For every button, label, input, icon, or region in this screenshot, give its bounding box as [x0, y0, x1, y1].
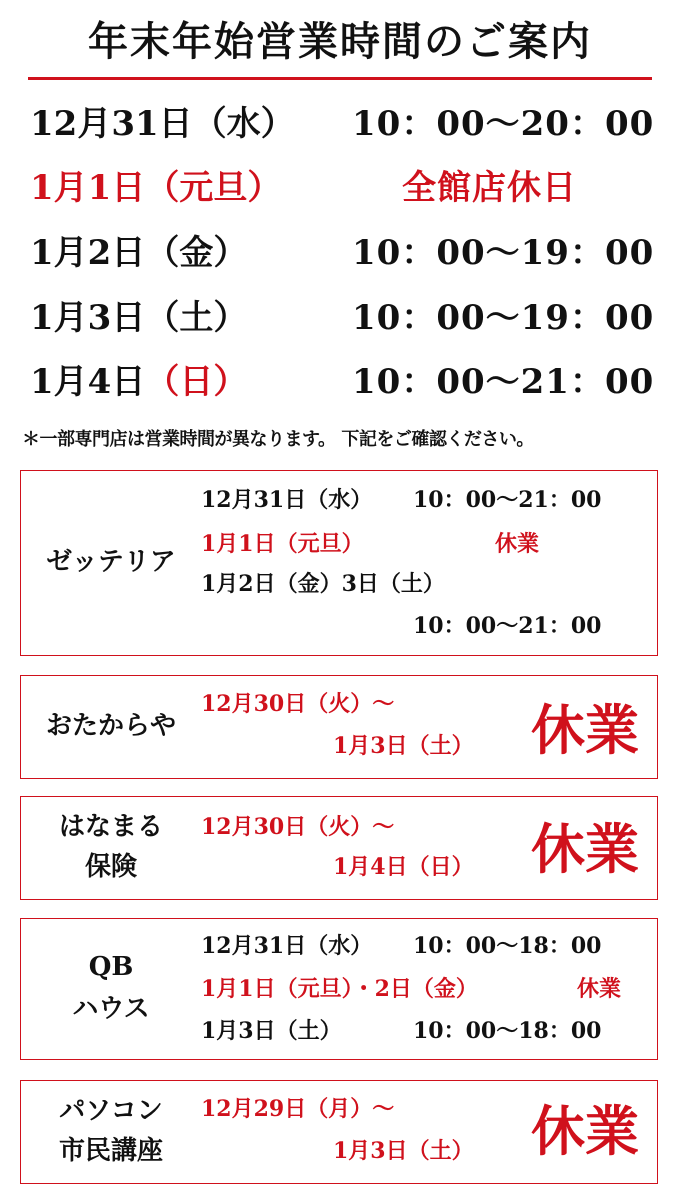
store-date: 1月3日（土）	[201, 1018, 342, 1044]
store-name: 保険	[84, 852, 137, 882]
store-status: 休業	[577, 976, 622, 1002]
schedule-hours: 10：00〜19：00	[352, 298, 655, 338]
schedule-hours: 10：00〜20：00	[352, 104, 655, 144]
store-box-hanamaru	[20, 796, 658, 900]
schedule-date	[30, 354, 247, 410]
store-hours: 10：00〜18：00	[413, 933, 602, 959]
closed-label: 休業	[531, 1099, 639, 1163]
schedule-hours: 10：00〜19：00	[352, 233, 655, 273]
schedule-row	[30, 290, 655, 346]
page-title: 年末年始営業時間のご案内	[88, 18, 592, 65]
closure-from: 12月29日（月）〜	[201, 1096, 395, 1122]
closure-to: 1月3日（土）	[333, 733, 474, 759]
store-name: おたからや	[45, 711, 176, 741]
schedule-row	[30, 354, 655, 410]
schedule-date: 1月1日（元旦）	[30, 168, 282, 208]
store-hours: 10：00〜18：00	[413, 1018, 602, 1044]
closure-to: 1月4日（日）	[333, 854, 474, 880]
store-status: 休業	[495, 531, 540, 557]
store-hours: 10：00〜21：00	[413, 613, 602, 639]
store-date: 12月31日（水）	[201, 933, 373, 959]
store-name: はなまる	[58, 812, 163, 842]
closure-from: 12月30日（火）〜	[201, 691, 395, 717]
closed-label: 休業	[531, 817, 639, 881]
schedule-date: 1月3日（土）	[30, 298, 248, 338]
schedule-date: 1月2日（金）	[30, 233, 248, 273]
store-name: ゼッテリア	[46, 547, 176, 577]
store-name: ハウス	[72, 994, 150, 1024]
schedule-date: 12月31日（水）	[30, 104, 295, 144]
store-date: 12月31日（水）	[201, 487, 373, 513]
store-box-pc-school	[20, 1080, 658, 1184]
schedule-closed: 全館店休日	[402, 168, 577, 208]
closure-from: 12月30日（火）〜	[201, 814, 395, 840]
store-date: 1月1日（元旦）・2日（金）	[201, 976, 478, 1002]
schedule-row	[30, 225, 655, 281]
store-name: 市民講座	[58, 1136, 163, 1166]
store-date: 1月1日（元旦）	[201, 531, 364, 557]
store-name: QB	[88, 952, 134, 982]
notice-text: ＊一部専門店は営業時間が異なります。 下記をご確認ください。	[22, 429, 534, 450]
closure-to: 1月3日（土）	[333, 1138, 474, 1164]
schedule-date-day: 1月4日	[30, 362, 146, 402]
store-name: パソコン	[59, 1096, 163, 1126]
schedule-hours: 10：00〜21：00	[352, 362, 655, 402]
schedule-date-weekday: （日）	[145, 362, 248, 402]
store-box-otakaraya	[20, 675, 658, 779]
closed-label: 休業	[531, 698, 639, 762]
schedule-row	[30, 160, 652, 216]
store-date: 1月2日（金）3日（土）	[201, 571, 445, 597]
store-hours: 10：00〜21：00	[413, 487, 602, 513]
store-box-zetteria	[20, 470, 658, 656]
store-box-qbhouse	[20, 918, 658, 1060]
title-divider	[28, 77, 652, 80]
schedule-row	[30, 96, 655, 152]
